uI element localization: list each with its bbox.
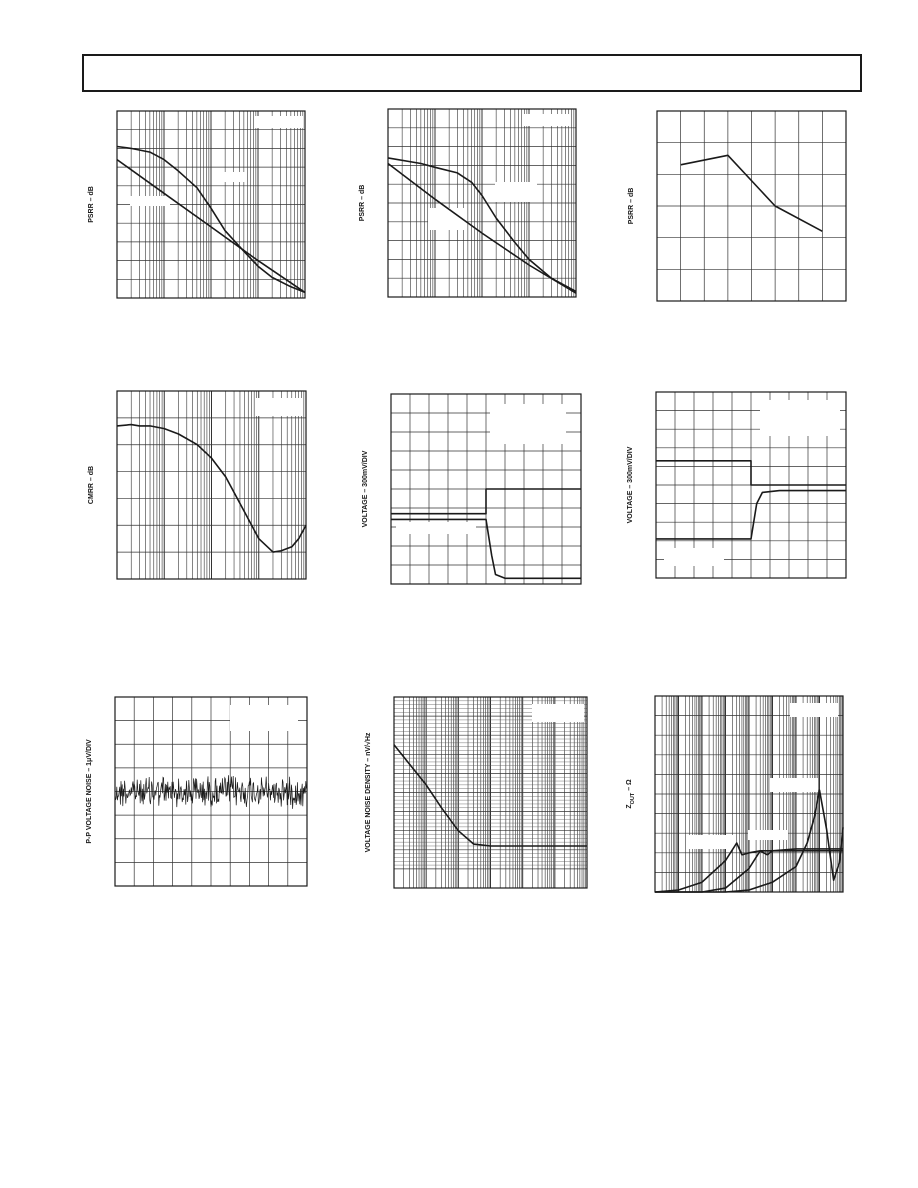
chart-6 — [627, 392, 846, 578]
legend-box — [770, 778, 818, 792]
legend-box — [428, 208, 466, 230]
legend-box — [495, 182, 537, 202]
legend-box — [255, 398, 303, 416]
y-axis-label: CMRR – dB — [88, 465, 95, 505]
y-axis-label: VOLTAGE – 300mV/DIV — [362, 450, 369, 528]
chart-7 — [86, 697, 307, 886]
legend-box — [664, 548, 724, 566]
legend-box — [748, 830, 788, 840]
y-axis-label: P-P VOLTAGE NOISE – 1μV/DIV — [86, 739, 93, 844]
legend-box — [490, 404, 566, 444]
y-axis-label: PSRR – dB — [628, 187, 635, 225]
chart-8 — [364, 697, 587, 888]
legend-box — [790, 703, 838, 717]
chart-9 — [626, 696, 843, 892]
chart-3 — [628, 111, 846, 301]
series-line-1 — [391, 489, 581, 514]
y-axis-label: VOLTAGE NOISE DENSITY – nV/√Hz — [365, 732, 372, 853]
legend-box — [230, 705, 298, 731]
legend-box — [396, 522, 476, 534]
y-axis-label: PSRR – dB — [359, 184, 366, 222]
y-axis-label: $Z_{OUT}$ – Ω — [626, 779, 636, 809]
legend-box — [760, 400, 840, 436]
chart-1 — [88, 111, 305, 298]
y-axis-label: VOLTAGE – 300mV/DIV — [627, 446, 634, 524]
y-axis-label: PSRR – dB — [88, 186, 95, 223]
chart-4 — [88, 391, 306, 579]
legend-box — [532, 704, 584, 722]
chart-5 — [362, 394, 581, 584]
legend-box — [255, 116, 303, 128]
legend-box — [130, 196, 170, 206]
legend-box — [688, 835, 734, 849]
legend-box — [522, 114, 570, 126]
series-line-1 — [656, 461, 846, 485]
legend-box — [212, 172, 246, 182]
chart-2 — [359, 109, 576, 297]
